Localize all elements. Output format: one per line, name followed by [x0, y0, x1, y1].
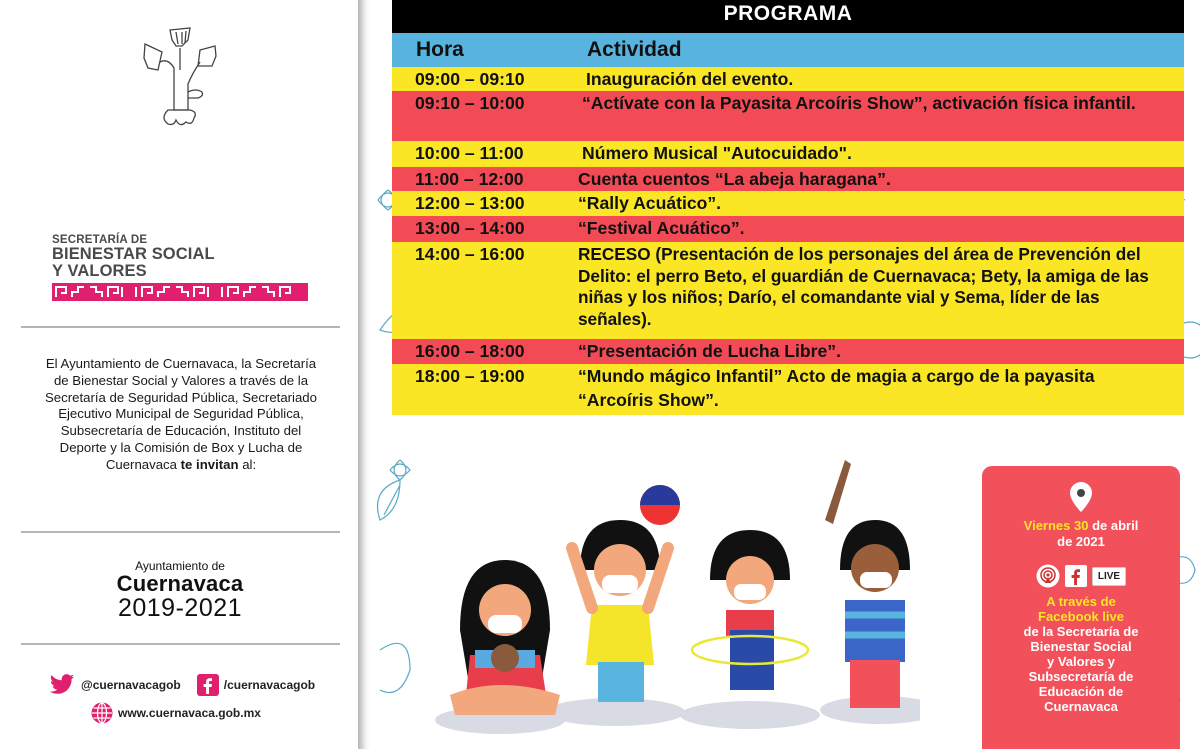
invitation-suffix: al: — [238, 456, 257, 472]
program-area — [370, 0, 1200, 749]
row-activity: Cuenta cuentos “La abeja haragana”. — [578, 169, 891, 189]
program-title: PROGRAMA — [392, 0, 1184, 33]
row-activity — [578, 244, 1184, 339]
twitter-icon — [48, 674, 76, 696]
date-day: Viernes 30 — [1023, 518, 1089, 533]
row-activity: “Mundo mágico Infantil” Acto de magia a cargo de la payasita “Arcoíris Show”. — [578, 366, 1095, 410]
broadcast-icon — [1036, 564, 1060, 588]
table-row — [392, 191, 1184, 216]
program-table — [392, 0, 1184, 415]
website-link[interactable] — [91, 702, 261, 724]
table-row — [392, 167, 1184, 191]
social-links — [48, 674, 328, 724]
live-badge: LIVE — [1092, 567, 1126, 586]
facebook-icon — [1065, 565, 1087, 587]
row-activity: Inauguración del evento. — [586, 69, 794, 89]
facebook-icon — [197, 674, 219, 696]
table-row — [392, 141, 1184, 167]
row-time: 16:00 – 18:00 — [415, 341, 525, 361]
invitation-bold: te invitan — [180, 456, 239, 472]
row-time: 09:00 – 09:10 — [415, 69, 525, 89]
row-time: 12:00 – 13:00 — [415, 193, 525, 213]
row-time: 14:00 – 16:00 — [415, 244, 525, 264]
divider — [21, 531, 340, 533]
divider — [21, 326, 340, 328]
left-panel — [0, 0, 362, 749]
header-activity: Actividad — [587, 38, 682, 61]
twitter-link[interactable] — [48, 674, 181, 696]
ayuntamiento-years: 2019-2021 — [117, 594, 243, 622]
invitation-text — [40, 356, 322, 474]
globe-icon — [91, 702, 113, 724]
org-line: Educación de — [1038, 684, 1124, 699]
via-facebook — [982, 594, 1180, 624]
table-row — [392, 67, 1184, 91]
secretaria-line3: Y VALORES — [52, 262, 147, 280]
row-time: 09:10 – 10:00 — [415, 93, 525, 113]
children-illustration — [420, 450, 920, 749]
location-pin-icon — [1070, 482, 1092, 512]
table-header — [392, 33, 1184, 67]
org-line: Bienestar Social — [1030, 639, 1132, 654]
row-activity: “Actívate con la Payasita Arcoíris Show”, activación física infantil. — [582, 93, 1136, 113]
ayuntamiento-label: Ayuntamiento de — [135, 559, 225, 573]
secretaria-line1: SECRETARÍA DE — [52, 234, 148, 246]
receso-detail: (Presentación de los personajes del área de Prevención del Delito: el perro Beto, el guardián de Cuernavaca; Bety, la amiga de las niñas y los niños; Darío, el comandante vial y Sema, líder de las señales). — [578, 244, 1149, 329]
invitation-body: El Ayuntamiento de Cuernavaca, la Secretaría de Bienestar Social y Valores a través de la Secretaría de Seguridad Pública, Secretariado Ejecutivo Municipal de Seguridad Pública, Subsecretaría de Educación, Instituto del Deporte y la Comisión de Box y Lucha de Cuernavaca — [45, 356, 317, 472]
date-year: de 2021 — [1057, 534, 1105, 549]
row-activity: “Festival Acuático”. — [578, 218, 745, 238]
table-row — [392, 216, 1184, 242]
org-line: Subsecretaría de — [1028, 669, 1134, 684]
date-month: de abril — [1088, 518, 1139, 533]
header-time: Hora — [416, 38, 464, 61]
org-line: y Valores y — [1047, 654, 1115, 669]
secretaria-line2: BIENESTAR SOCIAL — [52, 245, 215, 263]
row-time: 10:00 – 11:00 — [415, 143, 524, 163]
secretaria-logo — [52, 234, 312, 301]
facebook-link[interactable] — [197, 674, 315, 696]
event-date — [982, 518, 1180, 550]
divider — [21, 643, 340, 645]
table-row — [392, 242, 1184, 339]
via-line1: A través de — [1046, 594, 1116, 609]
table-row — [392, 339, 1184, 364]
row-activity: “Rally Acuático”. — [578, 193, 722, 213]
greca-pattern-icon — [52, 283, 308, 301]
row-time: 11:00 – 12:00 — [415, 169, 524, 189]
facebook-handle: /cuernavacagob — [223, 678, 316, 692]
row-time: 18:00 – 19:00 — [415, 366, 525, 386]
row-activity: Número Musical "Autocuidado". — [582, 143, 852, 163]
table-row — [392, 91, 1184, 141]
via-line2: Facebook live — [1038, 609, 1124, 624]
website-url: www.cuernavaca.gob.mx — [118, 706, 261, 720]
event-info-card — [982, 466, 1180, 749]
row-activity: “Presentación de Lucha Libre”. — [578, 341, 841, 361]
ayuntamiento-name: Cuernavaca — [116, 571, 244, 596]
table-row — [392, 364, 1184, 415]
org-line: Cuernavaca — [1044, 699, 1118, 714]
row-time: 13:00 – 14:00 — [415, 218, 525, 238]
live-icons — [982, 564, 1180, 588]
twitter-handle: @cuernavacagob — [81, 678, 181, 692]
organizers — [982, 624, 1180, 714]
tree-emblem-logo — [140, 22, 220, 134]
org-line: de la Secretaría de — [1023, 624, 1139, 639]
ayuntamiento-logo — [100, 560, 260, 621]
receso-label: RECESO — [578, 244, 651, 264]
